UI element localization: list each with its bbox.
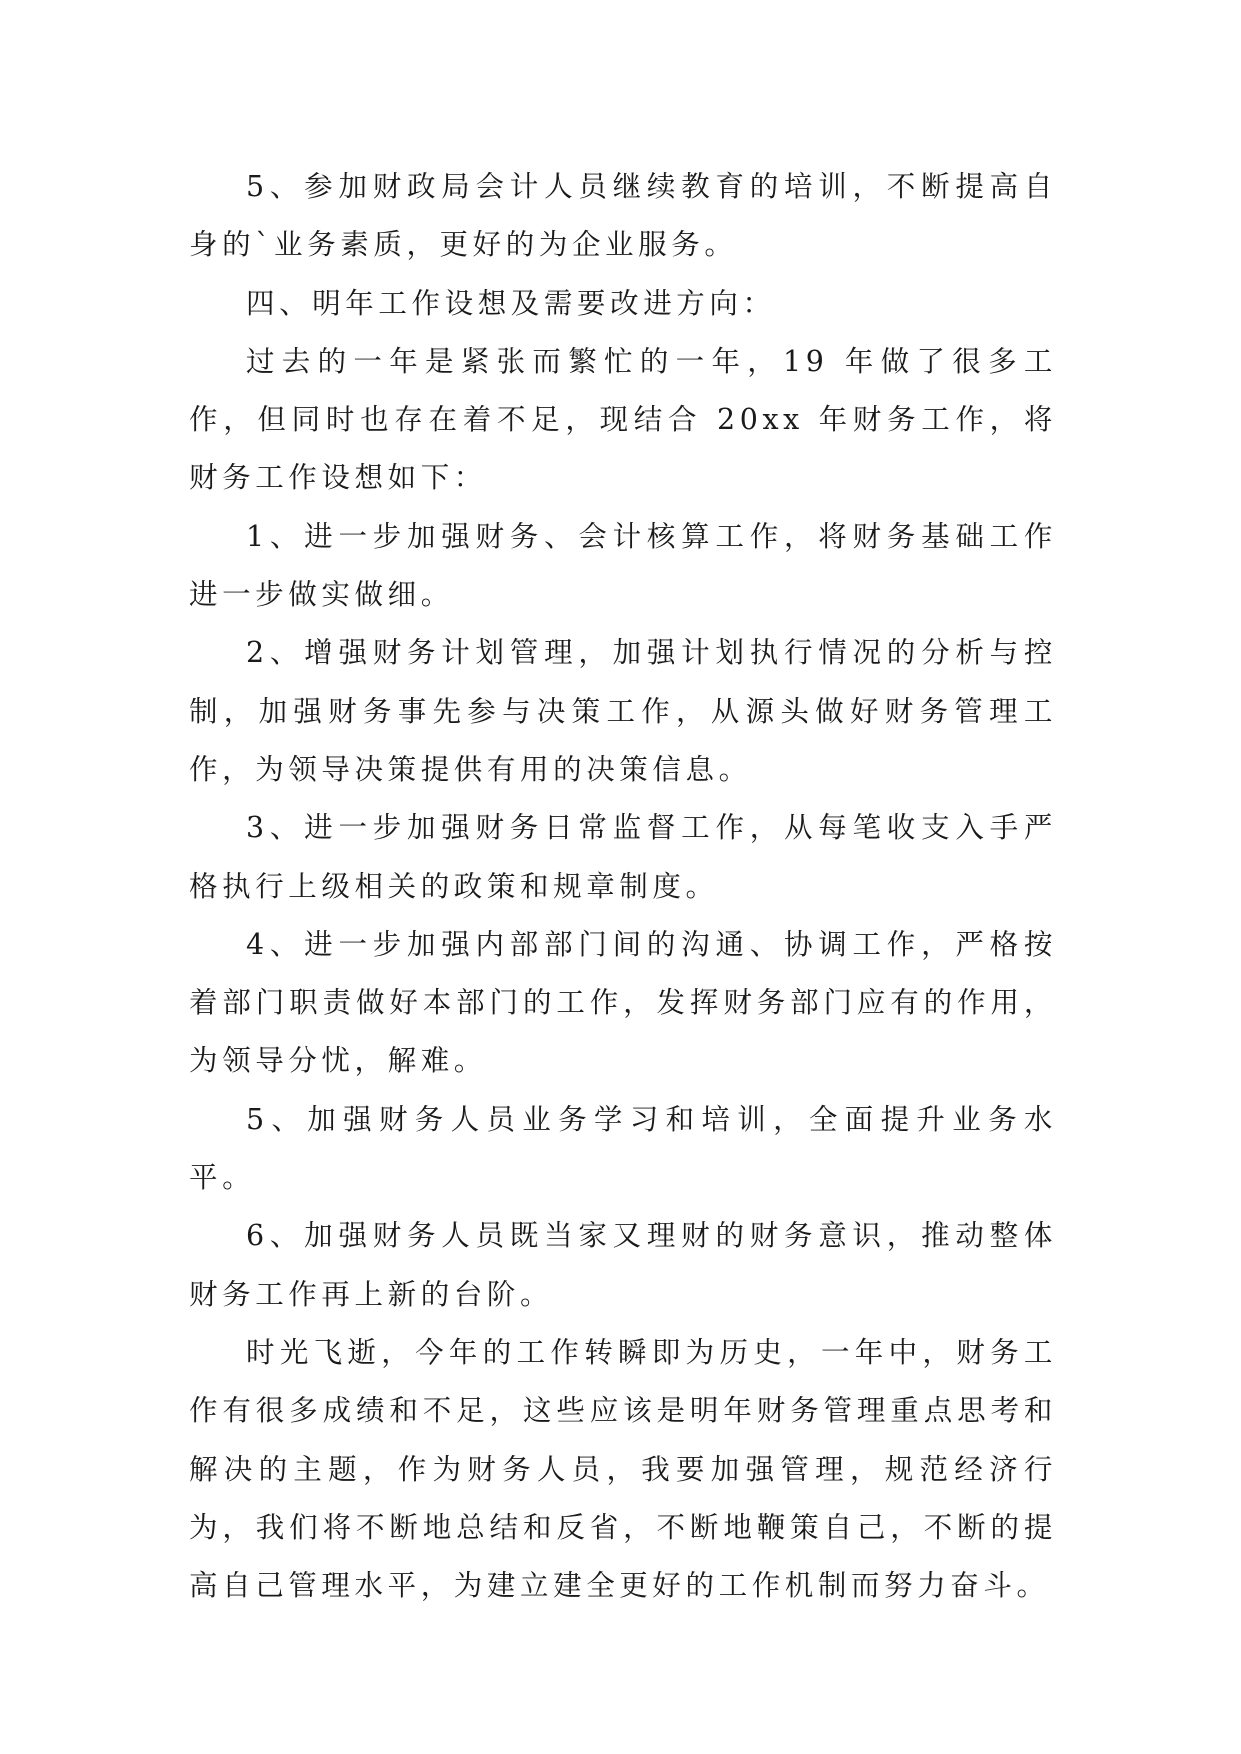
plan-item-6: 6、加强财务人员既当家又理财的财务意识，推动整体财务工作再上新的台阶。 bbox=[189, 1219, 1057, 1311]
paragraph-past-year-summary: 过去的一年是紧张而繁忙的一年，19 年做了很多工作，但同时也存在着不足，现结合 20xx 年财务工作，将财务工作设想如下： bbox=[189, 344, 1057, 495]
plan-item-5: 5、加强财务人员业务学习和培训，全面提升业务水平。 bbox=[189, 1102, 1057, 1195]
closing-paragraph: 时光飞逝，今年的工作转瞬即为历史，一年中，财务工作有很多成绩和不足，这些应该是明年财务管理重点思考和解决的主题，作为财务人员，我要加强管理，规范经济行为，我们将不断地总结和反省，不断地鞭策自己，不断的提高自己管理水平，为建立建全更好的工作机制而努力奋斗。 bbox=[189, 1335, 1057, 1603]
plan-item-3: 3、进一步加强财务日常监督工作，从每笔收支入手严格执行上级相关的政策和规章制度。 bbox=[189, 811, 1057, 903]
document-body bbox=[189, 158, 1057, 1615]
plan-item-1: 1、进一步加强财务、会计核算工作，将财务基础工作进一步做实做细。 bbox=[189, 519, 1057, 612]
paragraph-item-5-training: 5、参加财政局会计人员继续教育的培训，不断提高自身的`业务素质，更好的为企业服务。 bbox=[189, 170, 1057, 262]
section-heading-next-year-plan: 四、明年工作设想及需要改进方向： bbox=[246, 286, 776, 320]
plan-item-2: 2、增强财务计划管理，加强计划执行情况的分析与控制，加强财务事先参与决策工作，从源头做好财务管理工作，为领导决策提供有用的决策信息。 bbox=[189, 636, 1057, 786]
plan-item-4: 4、进一步加强内部部门间的沟通、协调工作，严格按着部门职责做好本部门的工作，发挥财务部门应有的作用，为领导分忧，解难。 bbox=[189, 927, 1057, 1078]
